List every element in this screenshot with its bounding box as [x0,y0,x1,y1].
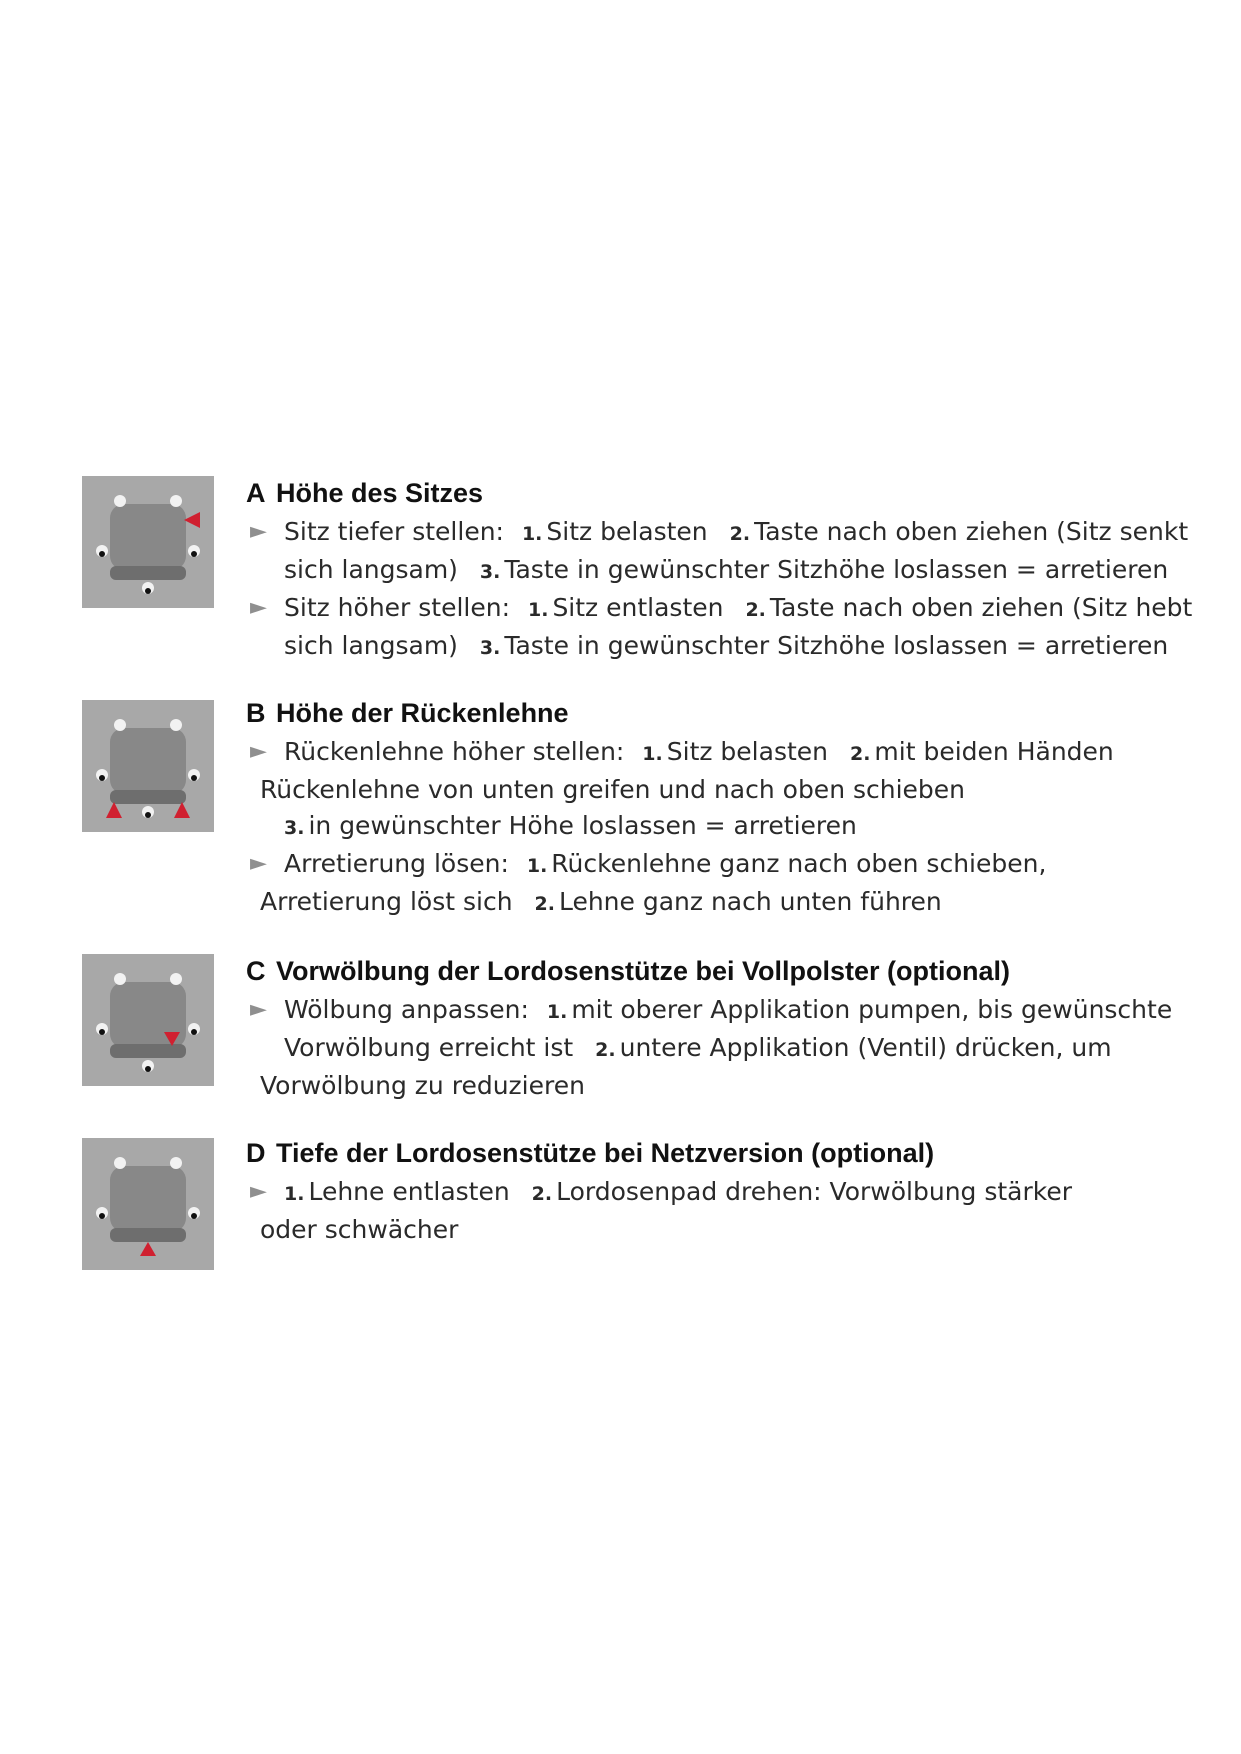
play-arrow-icon: ► [250,997,267,1022]
chair-topview-lever-right-icon [82,476,214,608]
instruction-line: sich langsam) 3. Taste in gewünschter Sitzhöhe loslassen = arretieren [284,631,1169,660]
section-letter: D [246,1138,266,1168]
instruction-line: Vorwölbung zu reduzieren [260,1071,585,1100]
play-arrow-icon: ► [250,851,267,876]
instruction-step: ► Rückenlehne höher stellen: 1. Sitz belasten 2. mit beiden Händen [246,734,1186,772]
section-title: B Höhe der Rückenlehne [246,698,569,728]
play-arrow-icon: ► [250,519,267,544]
chair-topview-lumbar-pad-icon [82,1138,214,1270]
instruction-step: ► Arretierung lösen: 1. Rückenlehne ganz nach oben schieben, [246,846,1186,884]
section-letter: B [246,698,266,728]
section-title: A Höhe des Sitzes [246,478,484,508]
section-letter: C [246,956,266,986]
instruction-step: ► Sitz tiefer stellen: 1. Sitz belasten 2. Taste nach oben ziehen (Sitz senkt [246,514,1186,552]
play-arrow-icon: ► [250,739,267,764]
chair-topview-lumbar-pump-icon [82,954,214,1086]
instruction-line: sich langsam) 3. Taste in gewünschter Sitzhöhe loslassen = arretieren [284,555,1169,584]
section-title: C Vorwölbung der Lordosenstütze bei Vollpolster (optional) [246,956,1010,986]
instruction-step: ► Wölbung anpassen: 1. mit oberer Applikation pumpen, bis gewünschte [246,992,1186,1030]
instruction-line: Arretierung löst sich 2. Lehne ganz nach unten führen [260,887,942,916]
instruction-line: Rückenlehne von unten greifen und nach oben schieben [260,775,966,804]
instruction-step: ► 1. Lehne entlasten 2. Lordosenpad drehen: Vorwölbung stärker [246,1174,1186,1212]
instruction-step: ► Sitz höher stellen: 1. Sitz entlasten 2. Taste nach oben ziehen (Sitz hebt [246,590,1186,628]
play-arrow-icon: ► [250,595,267,620]
chair-topview-backrest-arrows-icon [82,700,214,832]
play-arrow-icon: ► [250,1179,267,1204]
instruction-line: Vorwölbung erreicht ist 2. untere Applikation (Ventil) drücken, um [284,1033,1112,1062]
section-letter: A [246,478,266,508]
instruction-line: 3. in gewünschter Höhe loslassen = arretieren [284,811,857,840]
section-title: D Tiefe der Lordosenstütze bei Netzversion (optional) [246,1138,935,1168]
instruction-line: oder schwächer [260,1215,459,1244]
